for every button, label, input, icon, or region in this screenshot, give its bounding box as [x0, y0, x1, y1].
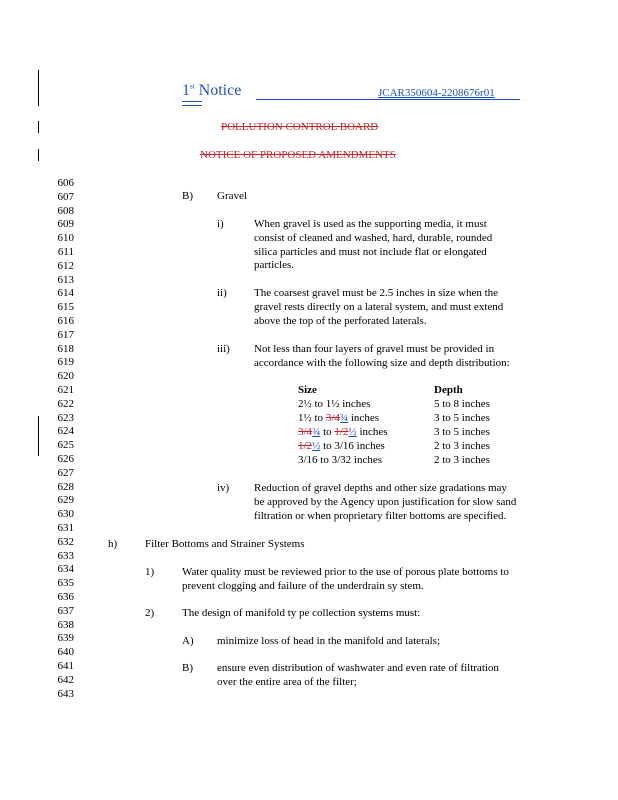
agency-name: POLLUTION CONTROL BOARD: [221, 121, 379, 133]
table-row-depth: 5 to 8 inches: [434, 398, 490, 410]
item-i-line: When gravel is used as the supporting media, it must: [254, 218, 487, 230]
item-iv-line: filtration or when proprietary filter bottoms are specified.: [254, 509, 507, 522]
size-text: 3/16 to 3/32 inches: [298, 454, 383, 466]
table-row-depth: 2 to 3 inches: [434, 454, 490, 466]
item-iv-line: be approved by the Agency upon justification for slow sand: [254, 495, 517, 508]
line-number: 612: [57, 259, 74, 272]
item-i-line: consist of cleaned and washed, hard, durable, rounded: [254, 231, 493, 244]
item-iii-line: Not less than four layers of gravel must be provided in: [254, 343, 495, 355]
item-A-marker: A): [182, 635, 194, 647]
item-ii-line: The coarsest gravel must be 2.5 inches in size when the: [254, 287, 499, 299]
deleted-fraction: 3/4: [325, 412, 340, 424]
item-B-line: ensure even distribution of washwater and even rate of filtration: [217, 662, 499, 674]
line-number: 627: [57, 466, 74, 479]
item-ii-line: gravel rests directly on a lateral system, and must extend: [254, 300, 504, 313]
line-number: 631: [57, 522, 74, 534]
line-number: 614: [57, 287, 74, 300]
deleted-fraction: 1/2: [334, 426, 349, 438]
line-number: 616: [57, 315, 74, 327]
line-number: 628: [57, 480, 74, 493]
notice-title: NOTICE OF PROPOSED AMENDMENTS: [200, 149, 396, 161]
item-1-line: prevent clogging and failure of the underdrain sy stem.: [182, 579, 424, 592]
item-i-marker: i): [217, 218, 224, 230]
table-row-depth: 3 to 5 inches: [434, 412, 490, 424]
item-2-marker: 2): [145, 607, 155, 619]
item-iv-text: [254, 482, 516, 523]
section-h-heading: Filter Bottoms and Strainer Systems: [145, 538, 305, 550]
line-number: 608: [57, 204, 74, 217]
item-1-line: Water quality must be reviewed prior to the use of porous plate bottoms to: [182, 566, 509, 578]
item-B-marker: B): [182, 662, 193, 674]
line-number: 640: [57, 646, 74, 659]
inserted-fraction: ¾: [312, 426, 321, 438]
table-size-header: Size: [298, 384, 317, 396]
line-number: 621: [57, 384, 74, 396]
table-row-size: [298, 454, 382, 468]
item-B-text: [217, 662, 499, 690]
size-text: to 3/16 inches: [320, 440, 385, 452]
size-text: inches: [356, 426, 388, 438]
table-row-depth: 2 to 3 inches: [434, 440, 490, 452]
size-text: 2½ to 1½ inches: [298, 398, 371, 410]
line-number: 643: [57, 687, 74, 700]
line-number: 637: [57, 604, 74, 617]
line-number: 609: [57, 218, 74, 231]
section-h-marker: h): [108, 538, 118, 550]
notice-number: 1: [182, 82, 190, 99]
item-iii-marker: iii): [217, 343, 230, 355]
line-number: 642: [57, 673, 74, 686]
line-number: 626: [57, 453, 74, 465]
item-ii-line: above the top of the perforated laterals.: [254, 314, 427, 327]
line-number: 630: [57, 508, 74, 521]
deleted-fraction: 1/2: [298, 440, 313, 452]
item-1-marker: 1): [145, 566, 155, 578]
item-ii-marker: ii): [217, 287, 227, 299]
revision-bar-agency: [38, 121, 39, 133]
notice-word: Notice: [198, 82, 242, 99]
header-dash-1: [182, 101, 202, 102]
item-iv-line: Reduction of gravel depths and other size gradations may: [254, 482, 507, 494]
item-i-line: particles.: [254, 259, 295, 272]
line-number: 619: [57, 356, 74, 369]
line-number: 610: [57, 232, 74, 245]
size-text: 1½ to: [298, 412, 326, 424]
line-number: 633: [57, 549, 74, 562]
item-iv-marker: iv): [217, 482, 230, 494]
line-number: 622: [57, 397, 74, 410]
line-number: 620: [57, 370, 74, 383]
line-number: 635: [57, 577, 74, 590]
line-number: 607: [57, 190, 74, 203]
line-number: 641: [57, 660, 74, 672]
line-number: 618: [57, 342, 74, 355]
item-iii-line: accordance with the following size and depth distribution:: [254, 356, 510, 369]
table-row-size: [298, 412, 379, 426]
revision-bar-title: [38, 149, 39, 161]
table-depth-header: Depth: [434, 384, 463, 396]
line-number: 625: [57, 439, 74, 452]
size-text: inches: [348, 412, 379, 424]
line-number: 636: [57, 591, 74, 603]
line-number: 624: [57, 425, 74, 438]
table-row-size: [298, 398, 370, 412]
table-row-size: [298, 440, 385, 454]
notice-label: [182, 82, 241, 100]
header-dash-2: [182, 105, 202, 106]
item-i-line: silica particles and must not include flat or elongated: [254, 245, 487, 258]
line-number: 615: [57, 301, 74, 314]
item-1-text: [182, 566, 509, 594]
inserted-fraction: ½: [348, 426, 357, 438]
notice-sup: st: [190, 82, 195, 91]
gravel-marker: B): [182, 190, 193, 202]
item-2-text: The design of manifold ty pe collection systems must:: [182, 607, 421, 619]
gravel-heading: Gravel: [217, 190, 247, 202]
line-number: 617: [57, 328, 74, 341]
item-i-text: [254, 218, 492, 273]
header-underline: [256, 99, 520, 100]
inserted-fraction: ¾: [339, 412, 349, 424]
line-number: 639: [57, 632, 74, 645]
table-row-depth: 3 to 5 inches: [434, 426, 490, 438]
inserted-fraction: ½: [312, 440, 321, 452]
item-A-text: minimize loss of head in the manifold and laterals;: [217, 635, 440, 647]
line-number: 634: [57, 563, 74, 576]
deleted-fraction: 3/4: [298, 426, 313, 438]
revision-bar-header: [38, 70, 39, 106]
line-number: 613: [57, 273, 74, 286]
line-number: 623: [57, 411, 74, 424]
line-number: 632: [57, 535, 74, 548]
line-number: 606: [57, 177, 74, 189]
line-number: 611: [57, 246, 74, 258]
line-number: 629: [57, 494, 74, 507]
line-number: 638: [57, 618, 74, 631]
item-B-line: over the entire area of the filter;: [217, 675, 357, 688]
document-id: JCAR350604-2208676r01: [378, 87, 495, 99]
item-ii-text: [254, 287, 503, 328]
item-iii-text: [254, 343, 510, 371]
size-text: to: [320, 426, 335, 438]
table-row-size: [298, 426, 388, 440]
revision-bar-table: [38, 416, 39, 456]
